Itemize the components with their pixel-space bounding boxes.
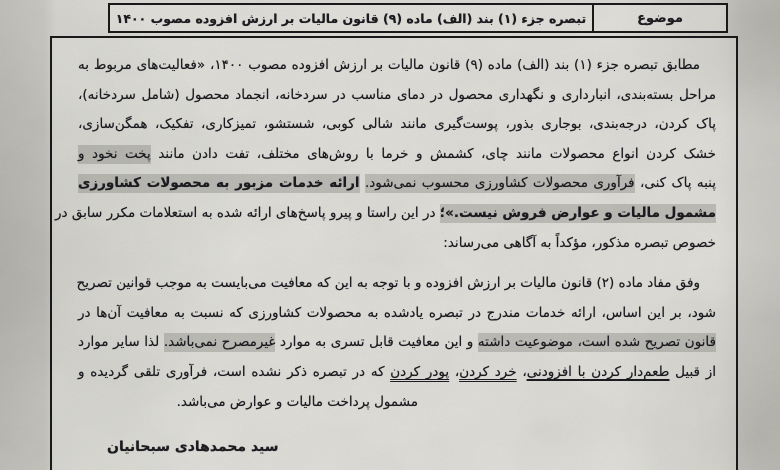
letter-body-box [50,36,738,470]
text-line [78,328,716,358]
text-run: خشک کردن انواع محصولات مانند چای، کشمش و خرما با روش‌های مختلف، تفت دادن مانند [150,145,716,162]
text-line [78,299,716,329]
text-run: پاک کردن، درجه‌بندی، بوجاری بذور، پوست‌گیری مانند شالی کوبی، شستشو، تمیزکاری، تفکیک، همگن‌سازی، [78,116,716,133]
text-run: خرد کردن [459,363,517,380]
text-line [78,358,716,388]
text-run: مطابق تبصره جزء (۱) بند (الف) ماده (۹) قانون مالیات بر ارزش افزوده مصوب ۱۴۰۰، «فعالیت‌های مربوط به [78,57,700,73]
text-line [78,169,716,199]
text-run: قانون تصریح شده است، موضوعیت داشته [477,334,716,351]
text-run: پنبه پاک کنی، [634,175,716,192]
text-run: و این معافیت قابل تسری به موارد [275,334,478,351]
text-run: پودر کردن [390,363,450,380]
letter-text [52,38,736,417]
text-line [78,140,716,170]
text-run: مراحل بسته‌بندی، انبارداری و نگهداری محصول در دمای مناسب در سردخانه، انجماد محصول (شامل سردخانه)، [78,86,716,103]
text-line [55,199,716,229]
text-run: مشمول مالیات و عوارض فروش نیست.»؛ [439,204,716,221]
text-run: خصوص تبصره مذکور، مؤکداً به آگاهی می‌رساند: [443,234,716,251]
subject-header-table [108,3,728,33]
text-line [78,269,716,299]
text-run: فرآوری محصولات کشاورزی محسوب نمی‌شود. [364,175,635,192]
text-run: ، [516,363,527,380]
text-run: از قبیل [669,363,717,380]
text-line [78,51,716,81]
signature-name: سید محمدهادی سبحانیان [107,439,279,455]
text-line [78,81,716,111]
subject-title: تبصره جزء (۱) بند (الف) ماده (۹) قانون مالیات بر ارزش افزوده مصوب ۱۴۰۰ [115,10,587,26]
text-run: که در تبصره ذکر نشده است، فرآوری تلقی گردیده و [78,363,391,380]
subject-label: موضوع [592,5,726,31]
text-run: طعم‌دار کردن با افزودنی [526,363,670,380]
text-line [78,388,716,418]
text-run: لذا سایر موارد [78,334,164,351]
text-line [78,110,716,140]
text-line [78,229,716,259]
text-run: شود، بر این اساس، ارائه خدمات مندرج در تبصره یادشده به محصولات کشاورزی که نسبت به معافیت آن‌ها در [78,304,716,321]
text-run: در این راستا و پیرو پاسخ‌های ارائه شده به استعلامات مکرر سابق در [55,204,440,221]
text-run: غیرمصرح نمی‌باشد. [163,334,276,351]
text-run: ارائه خدمات مزبور به محصولات کشاورزی [78,175,360,192]
text-run: وفق مفاد ماده (۲) قانون مالیات بر ارزش افزوده و با توجه به این که معافیت می‌بایست به موجب قوانین تصریح [76,275,700,292]
text-run: ، [449,363,460,380]
text-run: مشمول پرداخت مالیات و عوارض می‌باشد. [176,393,418,410]
text-run: پخت نخود و [78,145,151,162]
